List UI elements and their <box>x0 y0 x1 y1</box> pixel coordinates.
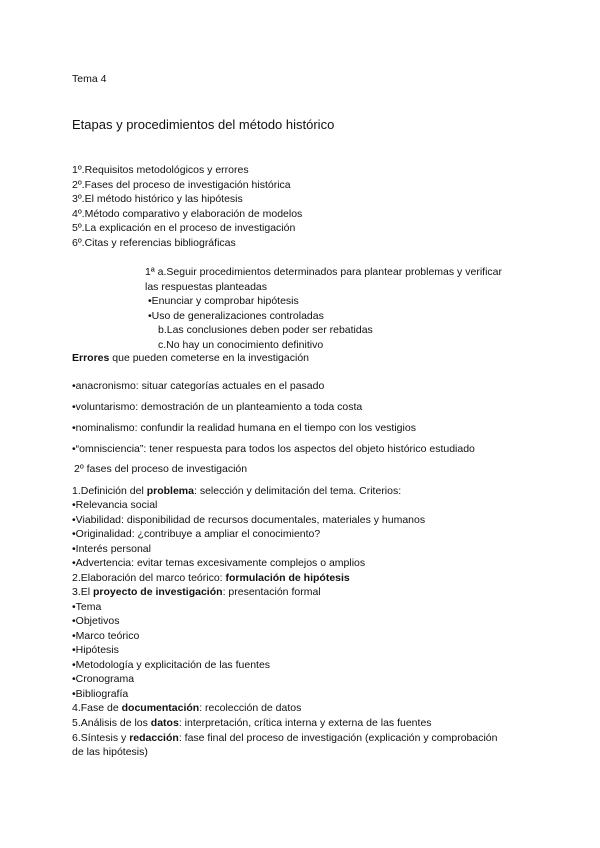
phase-4-pre: 4.Fase de <box>72 702 122 714</box>
phase-3-item: •Tema <box>72 601 102 613</box>
index-item: 5º.La explicación en el proceso de investigación <box>72 222 296 234</box>
index-item: 1º.Requisitos metodológicos y errores <box>72 164 249 176</box>
section1-line: las respuestas planteadas <box>145 281 267 293</box>
index-item: 3º.El método histórico y las hipótesis <box>72 193 243 205</box>
phase-1 <box>72 484 401 498</box>
phase-5-pre: 5.Análisis de los <box>72 717 151 729</box>
phase-6-pre: 6.Síntesis y <box>72 732 130 744</box>
section1-bullet: •Uso de generalizaciones controladas <box>148 310 324 322</box>
phase-3-item: •Hipótesis <box>72 644 119 656</box>
section1-line: 1ª a.Seguir procedimientos determinados para plantear problemas y verificar <box>145 266 502 278</box>
phase-2-bold: formulación de hipótesis <box>225 572 350 584</box>
phase-3-item: •Bibliografía <box>72 688 129 700</box>
phase-5-bold: datos <box>150 717 179 729</box>
phase-3-post: : presentación formal <box>222 586 321 598</box>
phase-6-post: : fase final del proceso de investigación (explicación y comprobación <box>178 732 498 744</box>
error-item: •nominalismo: confundir la realidad humana en el tiempo con los vestigios <box>72 422 416 434</box>
phase-4-post: : recolección de datos <box>199 702 302 714</box>
phase-1-item: •Originalidad: ¿contribuye a ampliar el conocimiento? <box>72 528 321 540</box>
phase-2 <box>72 571 350 585</box>
phase-3-bold: proyecto de investigación <box>93 586 223 598</box>
section1-sub: b.Las conclusiones deben poder ser rebatidas <box>158 324 373 336</box>
index-item: 4º.Método comparativo y elaboración de modelos <box>72 208 303 220</box>
phase-6 <box>72 731 498 745</box>
phase-1-pre: 1.Definición del <box>72 485 147 497</box>
error-item: •voluntarismo: demostración de un planteamiento a toda costa <box>72 401 363 413</box>
phase-3 <box>72 585 321 599</box>
phase-4 <box>72 701 301 715</box>
phase-6-line2: de las hipótesis) <box>72 746 148 758</box>
index-item: 6º.Citas y referencias bibliográficas <box>72 237 236 249</box>
errors-heading <box>72 351 309 365</box>
phase-3-item: •Objetivos <box>72 615 120 627</box>
error-item: •“omnisciencia”: tener respuesta para todos los aspectos del objeto histórico estudiado <box>72 443 475 455</box>
index-item: 2º.Fases del proceso de investigación histórica <box>72 179 291 191</box>
topic-label: Tema 4 <box>72 73 107 85</box>
phase-3-item: •Metodología y explicitación de las fuentes <box>72 659 271 671</box>
phase-1-item: •Relevancia social <box>72 499 158 511</box>
phase-4-bold: documentación <box>121 702 200 714</box>
section1-sub: c.No hay un conocimiento definitivo <box>158 339 324 351</box>
errors-heading-text: que pueden cometerse en la investigación <box>109 352 309 364</box>
phase-3-item: •Marco teórico <box>72 630 140 642</box>
error-item: •anacronismo: situar categorías actuales en el pasado <box>72 380 325 392</box>
phase-1-post: : selección y delimitación del tema. Criterios: <box>193 485 402 497</box>
phase-3-pre: 3.El <box>72 586 94 598</box>
phase-1-item: •Viabilidad: disponibilidad de recursos documentales, materiales y humanos <box>72 514 426 526</box>
document-title: Etapas y procedimientos del método histórico <box>72 117 335 132</box>
phase-1-bold: problema <box>146 485 194 497</box>
phase-1-item: •Advertencia: evitar temas excesivamente complejos o amplios <box>72 557 366 569</box>
phase-6-bold: redacción <box>129 732 179 744</box>
phase-3-item: •Cronograma <box>72 673 135 685</box>
phase-1-item: •Interés personal <box>72 543 151 555</box>
phase-2-pre: 2.Elaboración del marco teórico: <box>72 572 226 584</box>
section1-bullet: •Enunciar y comprobar hipótesis <box>148 295 299 307</box>
phases-heading: 2º fases del proceso de investigación <box>74 463 248 475</box>
phase-5-post: : interpretación, crítica interna y externa de las fuentes <box>178 717 432 729</box>
phase-5 <box>72 716 432 730</box>
errors-heading-bold: Errores <box>72 352 110 364</box>
